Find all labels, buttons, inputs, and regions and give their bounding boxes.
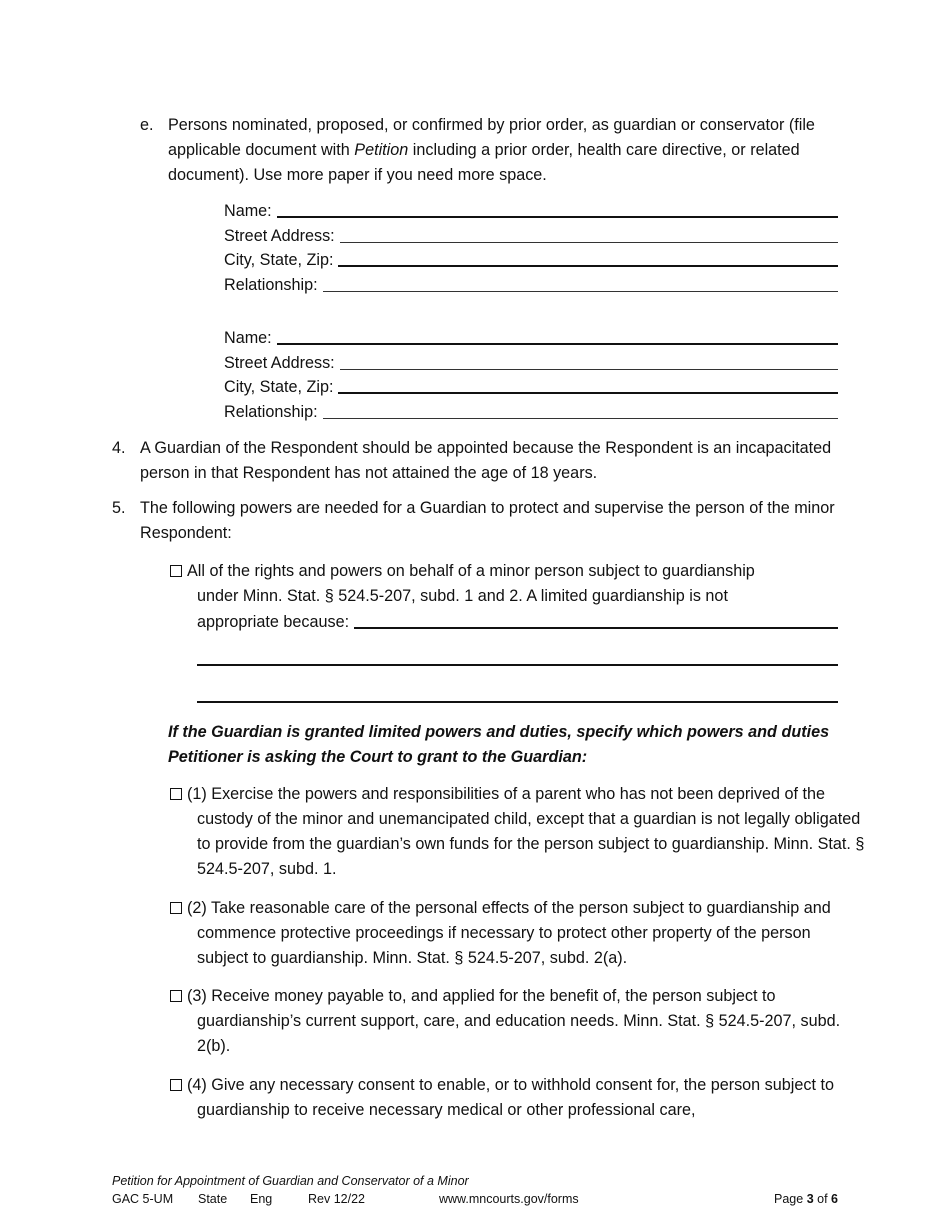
name-label: Name: (224, 329, 272, 347)
item-e (140, 113, 840, 188)
power-2-checkbox[interactable] (170, 902, 182, 914)
item-e-text-part1: Persons nominated, proposed, or confirmed by prior order, as guardian or conservator (file applicable document with (168, 116, 815, 159)
power-4-text: (4) Give any necessary consent to enable, or to withhold consent for, the person subject to guardianship to receive necessary medical or other professional care, (187, 1076, 834, 1119)
footer-revision: Rev 12/22 (308, 1192, 365, 1206)
page-total: 6 (831, 1192, 838, 1206)
street-label: Street Address: (224, 227, 335, 245)
street-label: Street Address: (224, 354, 335, 372)
item-4-text: A Guardian of the Respondent should be appointed because the Respondent is an incapacitated person in that Respondent has not attained the age of 18 years. (140, 439, 832, 482)
relationship-line[interactable] (323, 418, 838, 419)
street-line[interactable] (340, 242, 838, 243)
power-4-checkbox[interactable] (170, 1079, 182, 1091)
footer-page-number (774, 1191, 838, 1207)
reason-line-3[interactable] (197, 701, 838, 703)
not-appropriate-line[interactable] (354, 627, 838, 629)
limited-powers-heading: If the Guardian is granted limited powers and duties, specify which powers and duties Petitioner is asking the Court to grant to the Guardian: (168, 723, 830, 766)
footer-form-code: GAC 5-UM (112, 1192, 174, 1206)
item-5 (112, 496, 840, 546)
item-e-marker: e. (140, 116, 154, 134)
power-option-2[interactable] (170, 896, 865, 971)
item-4 (112, 436, 840, 486)
item-5-text: The following powers are needed for a Guardian to protect and supervise the person of the minor Respondent: (140, 499, 835, 542)
page-current: 3 (806, 1192, 814, 1206)
city-label: City, State, Zip: (224, 378, 334, 396)
reason-line-2[interactable] (197, 664, 838, 666)
street-line[interactable] (340, 369, 838, 370)
city-line[interactable] (338, 392, 838, 394)
power-1-checkbox[interactable] (170, 788, 182, 800)
person1-city-field[interactable] (224, 248, 838, 270)
all-rights-text-1: All of the rights and powers on behalf of a minor person subject to guardianship (187, 562, 755, 580)
person2-city-field[interactable] (224, 375, 838, 397)
footer-title: Petition for Appointment of Guardian and Conservator of a Minor (112, 1174, 469, 1188)
power-3-checkbox[interactable] (170, 990, 182, 1002)
power-option-1[interactable] (170, 782, 865, 882)
relationship-label: Relationship: (224, 403, 318, 421)
power-option-4[interactable] (170, 1073, 865, 1123)
person1-street-field[interactable] (224, 224, 838, 246)
person2-name-field[interactable] (224, 326, 838, 348)
all-rights-line2: under Minn. Stat. § 524.5-207, subd. 1 and 2. A limited guardianship is not (197, 587, 728, 605)
power-3-text: (3) Receive money payable to, and applied for the benefit of, the person subject to guardianship’s current support, care, and education needs. Minn. Stat. § 524.5-207, subd. 2(b). (187, 987, 841, 1055)
all-rights-line1 (170, 559, 840, 584)
person2-relationship-field[interactable] (224, 400, 838, 422)
power-2-text: (2) Take reasonable care of the personal effects of the person subject to guardianship and commence protective proceedings if necessary to protect other property of the person subject to guardianship. Minn. Stat. § 524.5-207, subd. 2(a). (187, 899, 831, 967)
person2-street-field[interactable] (224, 351, 838, 373)
name-label: Name: (224, 202, 272, 220)
item-e-text-part2: including a prior order, health care directive, or related document). Use more paper if you need more space. (168, 141, 800, 184)
name-line[interactable] (277, 343, 838, 345)
item-4-marker: 4. (112, 439, 126, 457)
name-line[interactable] (277, 216, 838, 218)
page-of: of (817, 1192, 828, 1206)
footer-language: Eng (250, 1192, 273, 1206)
all-rights-option[interactable] (170, 559, 840, 609)
city-label: City, State, Zip: (224, 251, 334, 269)
item-e-text (168, 113, 840, 188)
footer-jurisdiction: State (198, 1192, 228, 1206)
not-appropriate-label: appropriate because: (197, 613, 350, 631)
footer-website[interactable]: www.mncourts.gov/forms (439, 1192, 579, 1206)
relationship-label: Relationship: (224, 276, 318, 294)
person1-name-field[interactable] (224, 199, 838, 221)
city-line[interactable] (338, 265, 838, 267)
item-e-italic: Petition (354, 141, 409, 159)
page-word: Page (774, 1192, 804, 1206)
not-appropriate-because-field[interactable] (197, 610, 838, 632)
person1-relationship-field[interactable] (224, 273, 838, 295)
relationship-line[interactable] (323, 291, 838, 292)
item-5-marker: 5. (112, 499, 126, 517)
all-rights-checkbox[interactable] (170, 565, 182, 577)
power-1-text: (1) Exercise the powers and responsibilities of a parent who has not been deprived of the custody of the minor and unemancipated child, except that a guardian is not legally obligated to provide from the guardian’s own funds for the person subject to guardianship. Minn. Stat. § 524.5-207, subd. 1. (187, 785, 865, 878)
power-option-3[interactable] (170, 984, 865, 1059)
